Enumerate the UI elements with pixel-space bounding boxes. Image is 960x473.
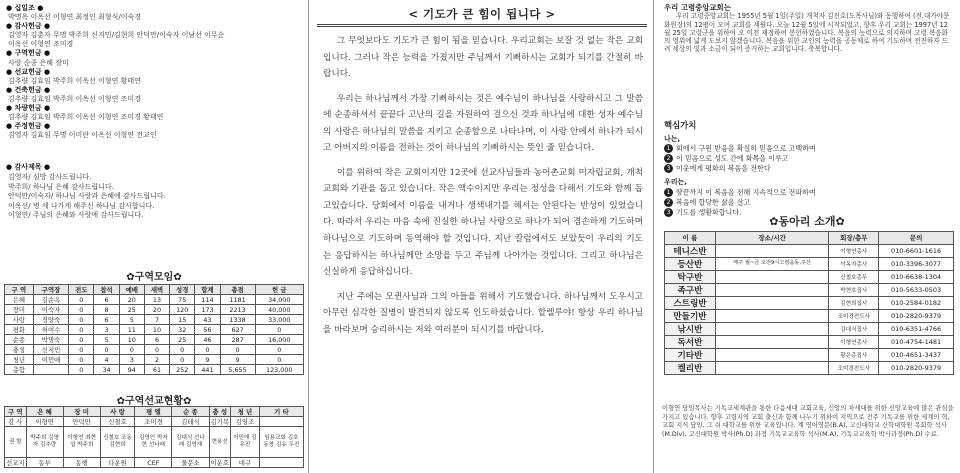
thanks-item: 이형연/ 주님의 은혜와 사랑에 감사드립니다. <box>8 211 144 220</box>
table-cell: 이운호 <box>210 459 230 467</box>
number-two-icon: 2 <box>664 154 673 163</box>
table-cell: 테니스반 <box>665 244 716 257</box>
table-cell: 010-5633-0503 <box>879 283 954 296</box>
column-header: 구 역 <box>5 407 27 417</box>
table-cell: 안덕만 <box>63 417 100 427</box>
table-cell: 9 <box>195 355 220 365</box>
table-cell: 김현희집사 <box>829 296 879 309</box>
value-item: 1 회에서 구원 받음을 확실히 믿음으로 고백하며 <box>664 144 954 154</box>
article-title: < 기도가 큰 힘이 됩니다 > <box>408 7 556 21</box>
table-cell: 75 <box>170 295 195 305</box>
table-cell: 5 <box>94 335 119 345</box>
column-header: 기 타 <box>259 407 303 417</box>
table-cell: 20 <box>119 295 144 305</box>
table-cell: 0 <box>69 305 94 315</box>
table-cell: 441 <box>195 365 220 375</box>
middle-column <box>308 0 654 473</box>
table-cell: 0 <box>94 345 119 355</box>
table-row <box>5 365 304 375</box>
column-header: 장소/시간 <box>715 232 829 245</box>
table-row <box>665 283 954 296</box>
table-cell: 물문소 <box>172 458 209 468</box>
table-cell: 010-2820-9379 <box>879 309 954 322</box>
church-intro <box>664 4 954 54</box>
table-cell: 13 <box>144 295 169 305</box>
column-header: 문의 <box>879 232 954 245</box>
table-cell: 스트링반 <box>665 296 716 309</box>
column-header: 구역장 <box>33 285 68 295</box>
table-cell: 1338 <box>220 315 255 325</box>
club-title: ✿동아리 소개✿ <box>769 215 845 228</box>
thanks-item: 박주희/ 하나님 은혜 감사드립니다. <box>8 182 114 191</box>
offering-label: ● 차량헌금 ● <box>6 104 51 113</box>
table-cell: 조미경전도사 <box>829 309 879 322</box>
table-cell: 0 <box>69 295 94 305</box>
table-cell: 이형연 <box>26 417 63 427</box>
table-cell: 010-6351-4766 <box>879 322 954 335</box>
table-row <box>665 257 954 270</box>
table-cell: 287 <box>220 335 255 345</box>
column-header: 이 름 <box>665 232 716 245</box>
number-one-icon: 1 <box>664 144 673 153</box>
table-row <box>5 458 304 468</box>
core-values <box>664 121 954 222</box>
table-cell: 010-6601-1616 <box>879 244 954 257</box>
left-column <box>0 0 308 473</box>
table-cell: 매주 월~금 오전9시고령읍동,주산 <box>715 257 829 270</box>
table-cell: 3 <box>119 355 144 365</box>
table-cell: 010-3396-3077 <box>879 257 954 270</box>
table-cell: 선교지 <box>6 459 25 467</box>
table-row <box>5 295 304 305</box>
table-cell <box>715 296 829 309</box>
table-cell <box>715 309 829 322</box>
title-divider <box>317 24 647 27</box>
church-intro-heading: 우리 고령중앙교회는 <box>664 3 731 12</box>
values-group-heading: 우리는, <box>664 178 687 187</box>
table-cell: 20 <box>144 305 169 315</box>
table-cell: 사랑 <box>5 315 34 325</box>
column-header: 순 종 <box>172 407 209 417</box>
thanks-item: 안덕만/이숙자/ 하나님 사랑과 은혜에 감사드립니다. <box>8 192 166 201</box>
values-group <box>664 135 954 175</box>
table-cell: 0 <box>195 345 220 355</box>
table-row <box>665 270 954 283</box>
table-cell <box>715 348 829 361</box>
table-cell: 6 <box>144 335 169 345</box>
table-row <box>665 348 954 361</box>
table-cell: 박명숙 <box>33 335 68 345</box>
offering-names: 김추량 김효임 박주희 이옥선 이형연 황태연 <box>8 76 141 85</box>
column-header: 새벽 <box>144 285 169 295</box>
right-column <box>654 0 960 473</box>
table-cell: 감 사 <box>5 417 27 427</box>
table-cell: 15 <box>170 315 195 325</box>
value-item: 3 기도를 생활화합니다. <box>664 208 954 218</box>
thanks-item: 이옥선/ 병 세 나가게 해주신 하나님 감사합니다. <box>8 201 155 210</box>
column-header: 합계 <box>195 285 220 295</box>
table-row <box>5 305 304 315</box>
table-cell: 김순옥 <box>33 295 68 305</box>
table-cell: 이민애 <box>33 355 68 365</box>
offering-names: 박명옥 이옥선 이형연 최정인 최형식/이숙경 <box>8 13 141 22</box>
table-cell: 627 <box>220 325 255 335</box>
table-row <box>5 345 304 355</box>
table-row <box>665 296 954 309</box>
table-cell: 정양숙 <box>33 315 68 325</box>
table-cell: 0 <box>69 355 94 365</box>
table-cell: 94 <box>119 365 144 375</box>
table-cell: 동행 <box>63 458 100 468</box>
table-cell: 010-2820-9379 <box>879 361 954 374</box>
table-cell: 0 <box>69 335 94 345</box>
column-header: 예배 <box>119 285 144 295</box>
table-cell: 김태식 <box>172 417 209 427</box>
table-cell: 46 <box>195 335 220 345</box>
thanks-list <box>6 163 302 220</box>
column-header: 청 년 <box>231 407 260 417</box>
table-cell: 켈리반 <box>665 361 716 374</box>
table-row <box>665 322 954 335</box>
table-cell: 현용선 <box>209 427 231 458</box>
table-cell: 123,000 <box>255 365 303 375</box>
offering-names: 김추량 김효임 박주희 이옥선 이형연 조미경 <box>8 94 141 103</box>
offering-label: ● 감사헌금 ● <box>6 22 51 31</box>
value-item: 1 땅끝까지 이 복음을 전해 지속적으로 전파하며 <box>664 188 954 198</box>
table-cell: 0 <box>170 345 195 355</box>
table-cell: 0 <box>119 345 144 355</box>
offering-label: ● 건축헌금 ● <box>6 85 51 94</box>
table-cell: 33,000 <box>255 315 303 325</box>
table-cell <box>715 270 829 283</box>
table-cell: 신철호총무 <box>829 270 879 283</box>
table-cell <box>33 365 68 375</box>
table-cell: 252 <box>170 365 195 375</box>
church-intro-text: 우리 고령중앙교회는 1955년 5월 1일(주일) 개척자 김진호(도목사님)와 동행하여 (전.대가야문화원장)의 12평이 모여 교회를 세웠다. 오늘 12월 5일에 시작되었고, 향후 우리 교회는 1997년 12월 25일 고령군을 위하여 오 이전 재정하여 봉헌하였습니다. 복음의 능력으로 의지하며 고령 복음화의 영위에 넓게 도보지 않겠습니다. 복음을 위한 교인의 능력을 공동체로 하여 기도하며 전진하자 드려 세상의 빛과 소금이 되어 증거하는 교회입니다. 축복합니다. <box>664 12 950 54</box>
table-cell: 010-4651-3437 <box>879 348 954 361</box>
table-cell <box>259 417 303 427</box>
table-cell <box>259 458 303 468</box>
table-cell: 조미경 <box>135 417 172 427</box>
table-cell: 신철호 <box>100 417 135 427</box>
table-row <box>5 335 304 345</box>
column-header: 회장/총무 <box>829 232 879 245</box>
table-cell: 0 <box>220 345 255 355</box>
table-cell: 탁구반 <box>665 270 716 283</box>
table-cell: 6 <box>94 295 119 305</box>
table-cell: 황은총집사 <box>829 348 879 361</box>
column-header: 사 랑 <box>100 407 135 417</box>
table-row <box>5 355 304 365</box>
offering-names: 이옥선 이형연 조미경 <box>8 40 74 49</box>
article-paragraph: 지난 주에는 모퀸사님과 그의 아들을 위해서 기도했습니다. 하나님께서 도우시고 아무런 심각한 질병이 발견되지 않도록 인도하셨습니다. 할렐루야! 항상 우리 하나님을 바라보며 승리하시는 저와 여러분이 되시기를 바랍니다. <box>323 291 643 335</box>
table-cell: 0 <box>69 345 94 355</box>
table-cell: 대구 <box>231 458 260 468</box>
table-cell: 기타반 <box>665 348 716 361</box>
offering-names: 김영자 김춘자 무명 박주희 신지민/김현희 안덕만/이숙자 이남선 이무순 <box>8 31 225 40</box>
table-cell: 김대식 선나래 김영재 <box>172 427 209 458</box>
table-cell: 2 <box>144 355 169 365</box>
table-cell: 권 할 <box>5 427 27 458</box>
offering-names: 김추량 김효임 박주희 이옥선 이형연 조미경 황태연 <box>8 113 164 122</box>
core-values-title: 핵심가치 <box>664 120 697 130</box>
table-cell: 10 <box>144 325 169 335</box>
column-header: 헌 금 <box>255 285 303 295</box>
table-cell: 0 <box>69 365 94 375</box>
table-cell <box>715 244 829 257</box>
table-cell: 이형연총사 <box>829 335 879 348</box>
table-row <box>5 315 304 325</box>
club-table <box>664 231 954 375</box>
table-cell: 10 <box>119 335 144 345</box>
table-cell: 이옥자총사 <box>829 257 879 270</box>
table-cell: 34,000 <box>255 295 303 305</box>
table-cell: 8 <box>94 305 119 315</box>
mission-table <box>4 406 304 468</box>
table-cell: 다운원 <box>100 458 135 468</box>
table-cell: 이형연총사 <box>829 244 879 257</box>
column-header: 충 성 <box>209 407 231 417</box>
table-cell: 25 <box>119 305 144 315</box>
thanks-title: ● 감사제목 ● <box>6 163 51 171</box>
table-cell: 청년 <box>5 355 34 365</box>
table-cell: 독서반 <box>665 335 716 348</box>
column-header: 은 혜 <box>26 407 63 417</box>
table-cell: 박현호집사 <box>829 283 879 296</box>
table-cell: 김대식집사 <box>829 322 879 335</box>
table-cell: 신철호 조동 김현희 <box>100 427 135 458</box>
table-cell: 0 <box>255 325 303 335</box>
table-cell: 장미 <box>5 305 34 315</box>
table-cell: 0 <box>255 355 303 365</box>
thanks-item: 김영자/ 심방 감사드립니다. <box>8 173 92 182</box>
table-cell: 16,000 <box>255 335 303 345</box>
table-cell: 3 <box>94 325 119 335</box>
table-cell <box>715 361 829 374</box>
table-cell: 010-2584-0182 <box>879 296 954 309</box>
table-cell: 낚시반 <box>665 322 716 335</box>
offering-names: 김영자 김효임 무명 이미란 이옥선 이형연 전교인 <box>8 131 157 140</box>
table-cell: 61 <box>144 365 169 375</box>
table-cell: CEF <box>135 458 172 468</box>
value-item: 3 이웃에게 평화의 복음을 전한다 <box>664 164 954 174</box>
offering-label: ● 구역헌금 ● <box>6 49 51 58</box>
table-row <box>5 427 304 458</box>
table-cell: 4 <box>94 355 119 365</box>
region-table <box>4 284 304 375</box>
table-cell: 0 <box>170 355 195 365</box>
number-one-icon: 1 <box>664 188 673 197</box>
table-cell: 114 <box>195 295 220 305</box>
table-cell: 김영인 박자현 선나래 <box>135 427 172 458</box>
table-cell: 25 <box>170 335 195 345</box>
article-paragraph: 그 무엇보다도 기도가 큰 힘이 됨을 믿습니다. 우리교회는 보잘 것 없는 작은 교회입니다. 그러나 작은 능력을 가졌지만 주님께서 기뻐하시는 교회가 되기를 간절히 바랍니다. <box>323 36 643 80</box>
table-cell: 5,655 <box>220 365 255 375</box>
table-cell: 6 <box>94 315 119 325</box>
column-header: 장 미 <box>63 407 100 417</box>
pastor-profile: 이형연 담임목사는 기독교세계관을 통한 다음세대 교회교육, 신앙의 차세대를 위한 신앙교육에 많은 관심을 가지고 있습니다. 향후 고령지역 교회 출신과 함께 나누기 위하여 지역으로 전주 기독교를 위한 세계의 혁, 교회 지식 담임, 그 쉬 대학교를 위한 교육입니다. 계 영어영문(B.A), 고신대학교 신학대학원 목회학 석사(M.Div), 고신대학원 박사(Ph.D) 과정 기독교교육학 석사(M.A), 기독교교육학 박사과정(Ph.D) 수료. <box>662 405 954 439</box>
table-row <box>665 309 954 322</box>
column-header: 참석 <box>94 285 119 295</box>
table-cell: 0 <box>255 345 303 355</box>
table-cell: 허여수 <box>33 325 68 335</box>
article-paragraph: 우리는 하나님께서 가장 기뻐하시는 것은 예수님이 하나님을 사랑하시고 그 말씀에 순종하셔서 끝끝다 고난의 길을 자원하여 걸으신 것과 하나님에 대한 성자 예수님의 사랑은 하나님의 말씀을 지키고 순종함으로 나타나며, 이 사랑 안에서 하나가 되시고 아버지의 이름을 전하는 것이 하나님의 기뻐하시는 뜻인 줄 믿습니다. <box>323 93 643 154</box>
offering-label: ● 십일조 ● <box>6 4 44 12</box>
column-header: 전도 <box>69 285 94 295</box>
column-header: 평 엘 <box>135 407 172 417</box>
offering-label: ● 주정헌금 ● <box>6 122 51 131</box>
value-item: 2 이 믿음으로 성도 간에 화목을 이루고 <box>664 154 954 164</box>
number-three-icon: 3 <box>664 164 673 173</box>
values-group-heading: 나는, <box>664 134 681 143</box>
table-cell: 만들기반 <box>665 309 716 322</box>
table-row <box>665 244 954 257</box>
table-cell: 34 <box>94 365 119 375</box>
article-paragraph: 이를 위하여 작은 교회이지만 12곳에 선교사님들과 농어촌교회 미자립교회, 개척교회와 기관을 돕고 있습니다. 작은 액수이지만 우리는 정성을 다해서 기도와 함께 돕고있습니다. 당회에서 이름을 내거나 생색내기를 해서는 안된다는 반성이 있었습니다. 따라서 우리는 마음 속에 진실한 하나님 사랑으로 하나가 되어 겸손하게 기도하며 하나님으로 기도하며 동역해야 할 것입니다. 지난 칼럼에서도 보았듯이 우리의 기도는 응답하시는 하나님께만 소망을 두고 주님께 나아가는 것입니다. 그리고 하나님은 신실하게 응답하십니다. <box>323 167 643 278</box>
table-cell: 2213 <box>220 305 255 315</box>
table-cell <box>715 335 829 348</box>
mission-title: ✿구역선교현황✿ <box>116 396 192 407</box>
offering-names: 사랑 순종 은혜 장미 <box>8 58 69 67</box>
table-cell: 11 <box>119 325 144 335</box>
table-cell <box>715 283 829 296</box>
number-two-icon: 2 <box>664 198 673 207</box>
table-cell: 순종 <box>5 335 34 345</box>
table-cell: 010-4754-1481 <box>879 335 954 348</box>
table-cell: 은혜 <box>5 295 34 305</box>
table-cell: 등산반 <box>665 257 716 270</box>
table-cell: 0 <box>69 315 94 325</box>
table-cell: 이형연 최현섭 박주희 <box>63 427 100 458</box>
table-cell: 동부 <box>26 458 63 468</box>
table-cell: 박주희 김영자 김추량 <box>26 427 63 458</box>
table-cell: 5 <box>119 315 144 325</box>
table-cell: 충성 <box>5 345 34 355</box>
offering-label: ● 선교헌금 ● <box>6 67 51 76</box>
table-cell: 1181 <box>220 295 255 305</box>
article-body <box>323 33 643 346</box>
table-row <box>5 325 304 335</box>
offering-list <box>6 4 302 140</box>
table-row <box>665 335 954 348</box>
table-cell: 0 <box>69 325 94 335</box>
table-cell: 신지민 <box>33 345 68 355</box>
table-row <box>665 361 954 374</box>
column-header: 구 역 <box>5 285 34 295</box>
table-cell: 173 <box>195 305 220 315</box>
table-cell: 40,000 <box>255 305 303 315</box>
table-cell: 총합 <box>5 365 34 375</box>
table-cell: 김기복 <box>210 418 230 426</box>
table-cell: 56 <box>195 325 220 335</box>
table-cell: 김영조 <box>231 417 260 427</box>
table-cell: 평화 <box>5 325 34 335</box>
table-cell: 이숙자 <box>33 305 68 315</box>
table-cell: 0 <box>144 345 169 355</box>
table-cell: 9 <box>220 355 255 365</box>
table-cell: 족구반 <box>665 283 716 296</box>
column-header: 성경 <box>170 285 195 295</box>
table-cell: 120 <box>170 305 195 315</box>
table-cell <box>715 322 829 335</box>
table-cell: 조미경전도사 <box>829 361 879 374</box>
table-cell: 7 <box>144 315 169 325</box>
value-item: 2 복음에 합당한 삶을 살고 <box>664 198 954 208</box>
table-cell: 임용교회 김호 동창 김유 두진 <box>259 427 303 458</box>
column-header: 총점 <box>220 285 255 295</box>
table-cell: 32 <box>170 325 195 335</box>
number-three-icon: 3 <box>664 208 673 217</box>
table-cell: 010-6638-1304 <box>879 270 954 283</box>
table-cell: 이민애 김유진 <box>231 427 260 458</box>
region-title: ✿구역모임✿ <box>126 272 182 283</box>
table-cell: 43 <box>195 315 220 325</box>
table-row <box>5 417 304 427</box>
